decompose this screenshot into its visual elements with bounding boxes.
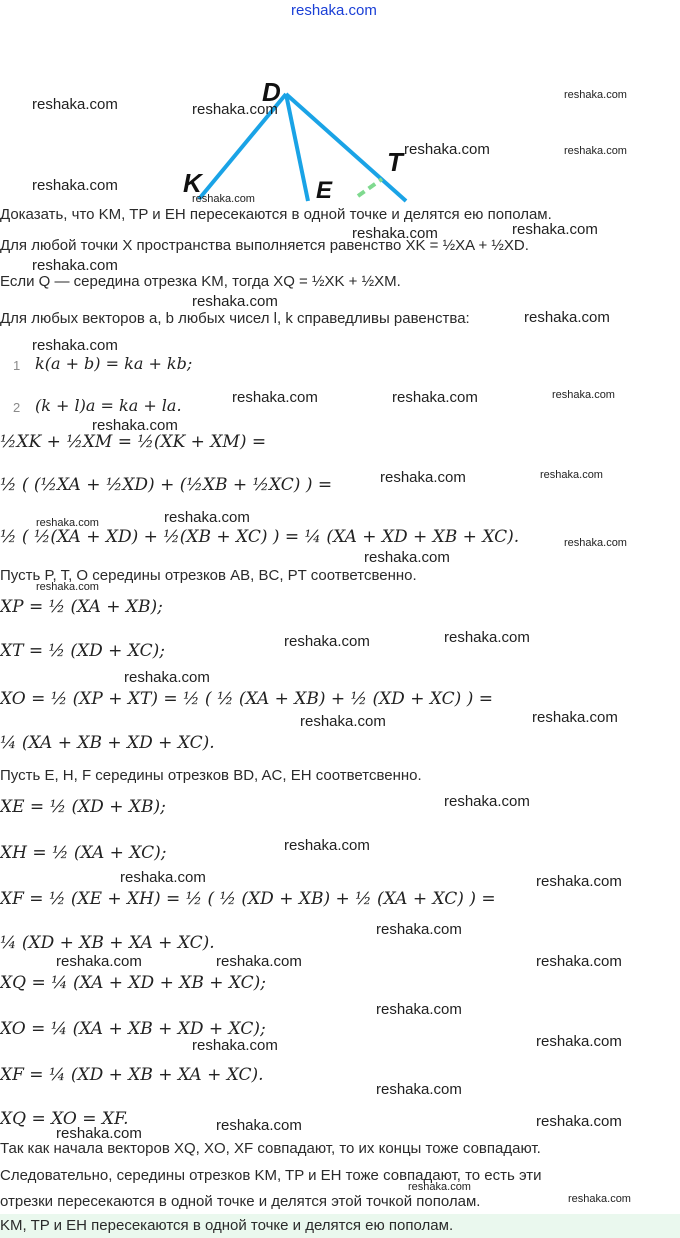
watermark: reshaka.com (524, 309, 610, 326)
rule-number: 2 (13, 400, 21, 415)
watermark: reshaka.com (408, 1181, 471, 1193)
watermark: reshaka.com (192, 193, 255, 205)
watermark: reshaka.com (92, 417, 178, 434)
let-pto-line: Пусть P, T, O середины отрезков AB, BC, PT соответсвенно. (0, 567, 417, 584)
watermark: reshaka.com (540, 469, 603, 481)
watermark: reshaka.com (444, 629, 530, 646)
watermark: reshaka.com (32, 177, 118, 194)
equation: XO = ½ (XP + XT) = ½ ( ½ (XA + XB) + ½ (XD + XC) ) = (0, 689, 493, 709)
equation: XO = ¼ (XA + XB + XD + XC); (0, 1019, 266, 1039)
equation: XQ = ¼ (XA + XD + XB + XC); (0, 973, 267, 993)
watermark: reshaka.com (284, 633, 370, 650)
watermark: reshaka.com (36, 517, 99, 529)
watermark: reshaka.com (32, 257, 118, 274)
watermark: reshaka.com (216, 1117, 302, 1134)
answer-box (0, 1214, 680, 1238)
watermark: reshaka.com (532, 709, 618, 726)
rule-2: (k + l)a = ka + la. (35, 396, 182, 415)
watermark: reshaka.com (376, 921, 462, 938)
equation: ½ ( ½(XA + XD) + ½(XB + XC) ) = ¼ (XA + XD + XB + XC). (0, 527, 520, 547)
watermark: reshaka.com (564, 89, 627, 101)
watermark: reshaka.com (536, 1113, 622, 1130)
equation: ½XK + ½XM = ½(XK + XM) = (0, 432, 267, 452)
watermark: reshaka.com (552, 389, 615, 401)
vectors-rule-intro: Для любых векторов a, b любых чисел l, k справедливы равенства: (0, 310, 470, 327)
watermark: reshaka.com (300, 713, 386, 730)
watermark: reshaka.com (192, 1037, 278, 1054)
watermark: reshaka.com (392, 389, 478, 406)
equation: XQ = XO = XF. (0, 1109, 129, 1129)
watermark: reshaka.com (164, 509, 250, 526)
label-E: E (316, 177, 333, 204)
watermark: reshaka.com (192, 293, 278, 310)
watermark: reshaka.com (232, 389, 318, 406)
watermark: reshaka.com (376, 1001, 462, 1018)
equation: ½ ( (½XA + ½XD) + (½XB + ½XC) ) = (0, 475, 333, 495)
watermark: reshaka.com (564, 537, 627, 549)
label-T: T (387, 147, 403, 177)
watermark: reshaka.com (56, 1125, 142, 1142)
site-link[interactable]: reshaka.com (291, 2, 377, 19)
watermark: reshaka.com (404, 141, 490, 158)
label-K: K (183, 168, 202, 198)
watermark: reshaka.com (284, 837, 370, 854)
watermark: reshaka.com (568, 1193, 631, 1205)
watermark: reshaka.com (352, 225, 438, 242)
equation: XF = ½ (XE + XH) = ½ ( ½ (XD + XB) + ½ (XA + XC) ) = (0, 889, 496, 909)
equation: ¼ (XA + XB + XD + XC). (0, 733, 215, 753)
watermark: reshaka.com (32, 337, 118, 354)
watermark: reshaka.com (192, 101, 278, 118)
rule-number: 1 (13, 358, 21, 373)
watermark: reshaka.com (536, 1033, 622, 1050)
watermark: reshaka.com (536, 953, 622, 970)
let-ehf-line: Пусть E, H, F середины отрезков BD, AC, EH соответсвенно. (0, 767, 422, 784)
watermark: reshaka.com (376, 1081, 462, 1098)
equation: XP = ½ (XA + XB); (0, 597, 163, 617)
watermark: reshaka.com (364, 549, 450, 566)
therefore-line: Следовательно, середины отрезков KM, TP и EH тоже совпадают, то есть эти (0, 1167, 542, 1184)
label-D: D (262, 77, 281, 107)
dashed-segment (358, 179, 382, 196)
watermark: reshaka.com (444, 793, 530, 810)
midpoint-q-line: Если Q — середина отрезка KM, тогда XQ = ½XK + ½XM. (0, 273, 401, 290)
watermark: reshaka.com (564, 145, 627, 157)
watermark: reshaka.com (380, 469, 466, 486)
watermark: reshaka.com (32, 96, 118, 113)
watermark: reshaka.com (56, 953, 142, 970)
watermark: reshaka.com (120, 869, 206, 886)
rule-1: k(a + b) = ka + kb; (35, 354, 193, 373)
equation: ¼ (XD + XB + XA + XC). (0, 933, 215, 953)
prove-statement: Доказать, что KM, TP и EH пересекаются в одной точке и делятся ею пополам. (0, 206, 552, 223)
watermark: reshaka.com (512, 221, 598, 238)
equation: XE = ½ (XD + XB); (0, 797, 166, 817)
equation: XH = ½ (XA + XC); (0, 843, 167, 863)
equation: XF = ¼ (XD + XB + XA + XC). (0, 1065, 264, 1085)
answer-text: KM, TP и EH пересекаются в одной точке и делятся ею пополам. (0, 1217, 454, 1234)
watermark: reshaka.com (536, 873, 622, 890)
watermark: reshaka.com (36, 581, 99, 593)
watermark: reshaka.com (124, 669, 210, 686)
equation: XT = ½ (XD + XC); (0, 641, 165, 661)
therefore-line: отрезки пересекаются в одной точке и делятся этой точкой пополам. (0, 1193, 481, 1210)
watermark: reshaka.com (216, 953, 302, 970)
since-line: Так как начала векторов XQ, XO, XF совпадают, то их концы тоже совпадают. (0, 1140, 541, 1157)
any-point-line: Для любой точки X пространства выполняется равенство XK = ½XA + ½XD. (0, 237, 529, 254)
